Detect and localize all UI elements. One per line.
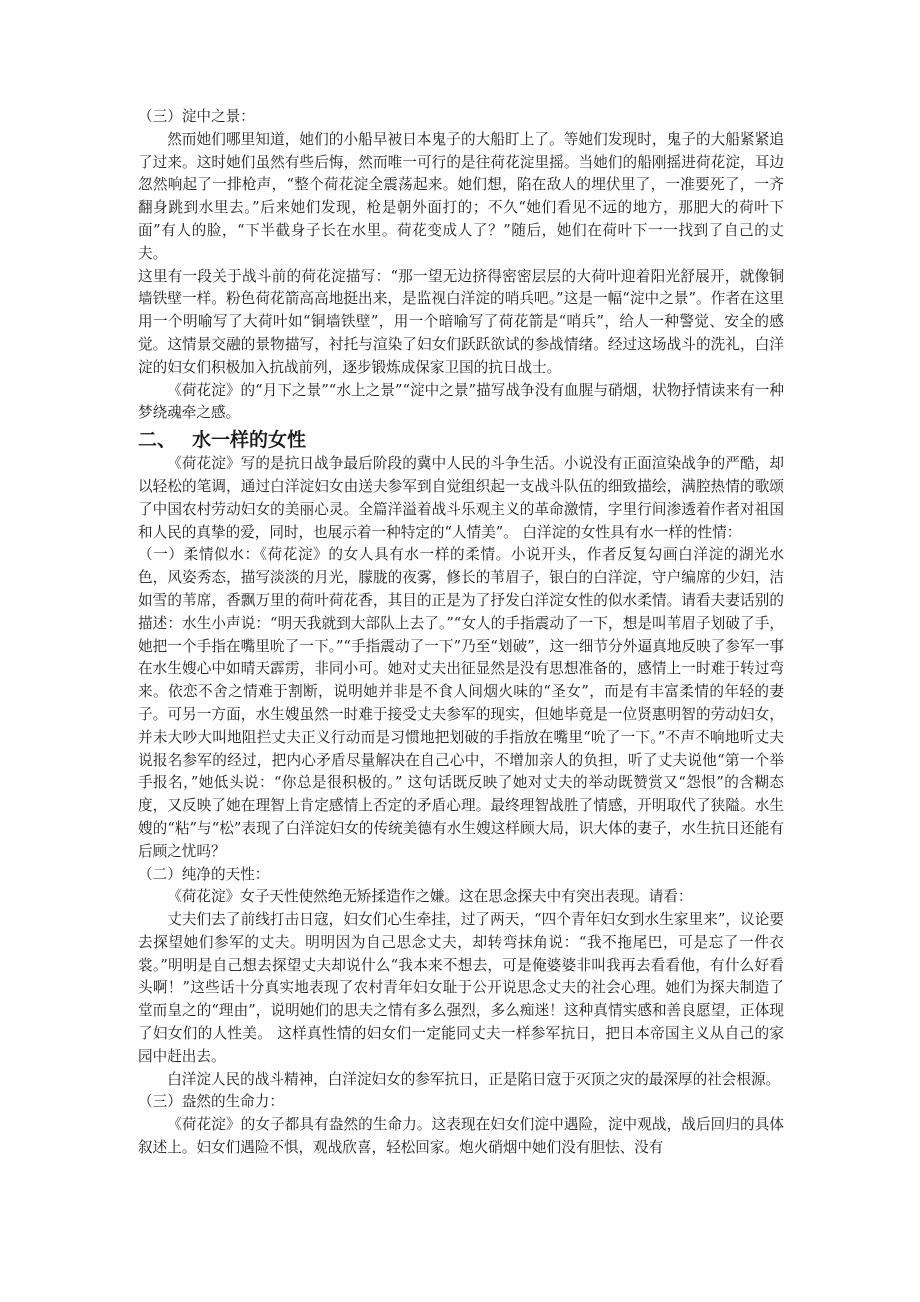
paragraph-ambush: 然而她们哪里知道，她们的小船早被日本鬼子的大船盯上了。等她们发现时，鬼子的大船紧紧追了过来。这时她们虽然有些后悔，然而唯一可行的是往荷花淀里摇。当她们的船刚摇进荷花淀，耳边忽然响起了一排枪声，“整个荷花淀全震荡起来。她们想，陷在敌人的埋伏里了，一准要死了，一齐翻身跳到水里去。”后来她们发现，枪是朝外面打的；不久“她们看见不远的地方，那肥大的荷叶下面”有人的脸，“下半截身子长在水里。荷花变成人了？”随后，她们在荷叶下一一找到了自己的丈夫。 <box>138 130 784 262</box>
paragraph-tender-as-water: （一）柔情似水：《荷花淀》的女人具有水一样的柔情。小说开头，作者反复勾画白洋淀的湖光水色，风姿秀态，描写淡淡的月光，朦胧的夜雾，修长的苇眉子，银白的白洋淀，守户编席的少妇，洁如雪的苇席，香飘万里的荷叶荷花香，其目的正是为了抒发白洋淀女性的似水柔情。请看夫妻话别的描述：水生小声说：“明天我就到大部队上去了。”“女人的手指震动了一下，想是叫苇眉子划破了手，她把一个手指在嘴里吮了一下。”“手指震动了一下”乃至“划破”，这一细节分外逼真地反映了参军一事在水生嫂心中如晴天霹雳，非同小可。她对丈夫出征显然是没有思想准备的，感情上一时难于转过弯来。依恋不舍之情难于割断，说明她并非是不食人间烟火味的“圣女”，而是有丰富柔情的年轻的妻子。可另一方面，水生嫂虽然一时难于接受丈夫参军的现实，但她毕竟是一位贤惠明智的劳动妇女，并未大吵大叫地阻拦丈夫正义行动而是习惯地把划破的手指放在嘴里“吮了一下。”不声不响地听丈夫说报名参军的经过，把内心矛盾尽量解决在自己心中，不增加亲人的负担，听了丈夫说他“第一个举手报名，”她低头说：“你总是很积极的。” 这句话既反映了她对丈夫的举动既赞赏又“怨恨”的含糊态度，又反映了她在理智上肯定感情上否定的矛盾心理。最终理智战胜了情感，开明取代了狭隘。水生嫂的“粘”与“松”表现了白洋淀妇女的传统美德有水生嫂这样顾大局，识大体的妻子，水生抗日还能有后顾之忧吗？ <box>138 546 784 860</box>
paragraph-scenes-summary: 《荷花淀》的“月下之景”“水上之景”“淀中之景”描写战争没有血腥与硝烟，状物抒情读来有一种梦绕魂牵之感。 <box>138 381 784 422</box>
section-heading-water-women <box>138 427 784 453</box>
paragraph-missing-husbands: 丈夫们去了前线打击日寇，妇女们心生牵挂，过了两天，“四个青年妇女到水生家里来”，议论要去探望她们参军的丈夫。明明因为自己思念丈夫，却转弯抹角说：“我不拖尾巴，可是忘了一件衣裳。”明明是自己想去探望丈夫却说什么“我本来不想去，可是俺婆婆非叫我再去看看他，有什么好看头啊！”这些话十分真实地表现了农村青年妇女耻于公开说思念丈夫的社会心理。她们为探夫制造了堂而皇之的“理由”，说明她们的思夫之情有多么强烈，多么痴迷！这种真情实感和善良愿望，正体现了妇女们的人性美。 这样真性情的妇女们一定能同丈夫一样参军抗日，把日本帝国主义从自己的家园中赶出去。 <box>138 911 784 1065</box>
paragraph-novel-overview: 《荷花淀》写的是抗日战争最后阶段的冀中人民的斗争生活。小说没有正面渲染战争的严酷，却以轻松的笔调，通过白洋淀妇女由送夫参军到自觉组织起一支战斗队伍的细致描绘，满腔热情的歌颂了中国农村劳动妇女的美丽心灵。全篇洋溢着战斗乐观主义的革命激情，字里行间渗透着作者对祖国和人民的真挚的爱，同时，也展示着一种特定的“人情美”。 白洋淀的女性具有水一样的性情： <box>138 455 784 541</box>
paragraph-vitality: 《荷花淀》的女子都具有盎然的生命力。这表现在妇女们淀中遇险，淀中观战，战后回归的具体叙述上。妇女们遇险不惧，观战欣喜，轻松回家。炮火硝烟中她们没有胆怯、没有 <box>138 1116 784 1157</box>
paragraph-pure-nature-intro: 《荷花淀》女子天性使然绝无矫揉造作之嫌。这在思念探夫中有突出表现。请看： <box>167 888 693 906</box>
section-label-pure-nature: （二）纯净的天性： <box>138 865 270 883</box>
section-label-pond-scene: （三）淀中之景： <box>138 108 255 125</box>
section-heading-text: 水一样的女性 <box>192 429 307 452</box>
paragraph-social-roots: 白洋淀人民的战斗精神，白洋淀妇女的参军抗日，正是陷日寇于灭顶之灾的最深厚的社会根源。 <box>167 1070 781 1088</box>
section-heading-number: 二、 <box>138 429 177 452</box>
section-label-vitality: （三）盎然的生命力： <box>138 1093 284 1111</box>
paragraph-pond-description: 这里有一段关于战斗前的荷花淀描写：“那一望无边挤得密密层层的大荷叶迎着阳光舒展开，就像铜墙铁壁一样。粉色荷花箭高高地挺出来，是监视白洋淀的哨兵吧。”这是一幅“淀中之景”。作者在这里用一个明喻写了大荷叶如“铜墙铁壁”，用一个暗喻写了荷花箭是“哨兵”，给人一种警觉、安全的感觉。这情景交融的景物描写，衬托与渲染了妇女们跃跃欲试的参战情绪。经过这场战斗的洗礼，白洋淀的妇女们积极加入抗战前列，逐步锻炼成保家卫国的抗日战士。 <box>138 267 784 376</box>
document-page <box>138 106 784 1160</box>
